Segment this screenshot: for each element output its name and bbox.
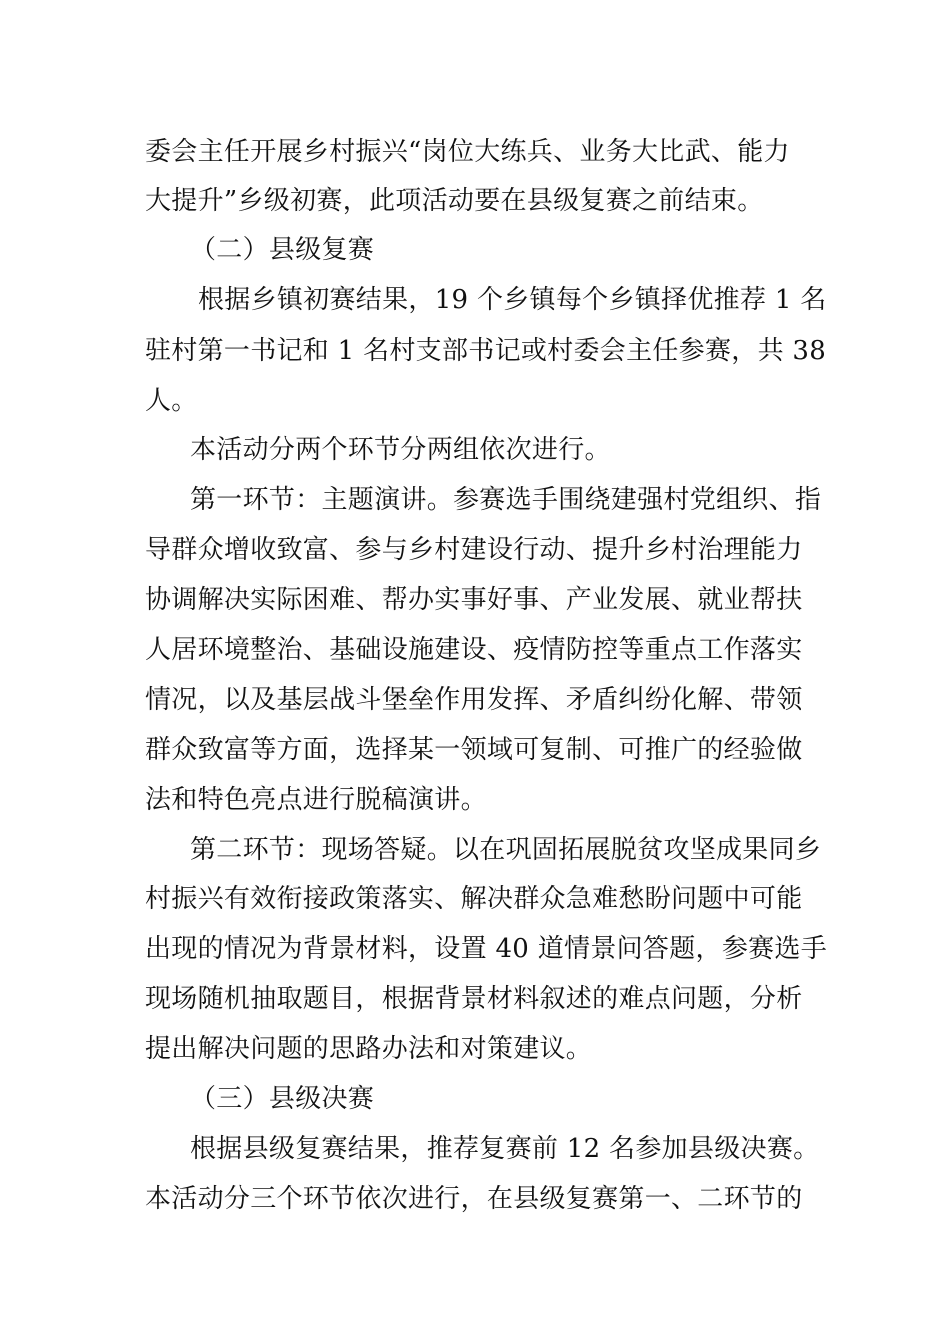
text-line: 委会主任开展乡村振兴“岗位大练兵、业务大比武、能力 [145, 137, 790, 167]
paragraph-start: 根据乡镇初赛结果，19 个乡镇每个乡镇择优推荐 1 名 [198, 285, 827, 315]
text-line: 提出解决问题的思路办法和对策建议。 [145, 1034, 593, 1064]
text-line: 驻村第一书记和 1 名村支部书记或村委会主任参赛，共 38 [145, 336, 827, 366]
text-line: 大提升”乡级初赛，此项活动要在县级复赛之前结束。 [145, 186, 764, 216]
section-heading: （三）县级决赛 [190, 1084, 375, 1114]
text-line: 现场随机抽取题目，根据背景材料叙述的难点问题，分析 [145, 984, 803, 1014]
text-line: 出现的情况为背景材料，设置 40 道情景问答题，参赛选手 [145, 934, 828, 964]
text-line: 导群众增收致富、参与乡村建设行动、提升乡村治理能力 [145, 535, 803, 565]
text-line: 村振兴有效衔接政策落实、解决群众急难愁盼问题中可能 [145, 884, 803, 914]
paragraph-start: 第二环节：现场答疑。以在巩固拓展脱贫攻坚成果同乡 [190, 835, 822, 865]
text-line: 人居环境整治、基础设施建设、疫情防控等重点工作落实 [145, 635, 803, 665]
text-line: 群众致富等方面，选择某一领域可复制、可推广的经验做 [145, 735, 803, 765]
section-heading: （二）县级复赛 [190, 235, 375, 265]
text-line: 本活动分三个环节依次进行，在县级复赛第一、二环节的 [145, 1184, 803, 1214]
text-line: 法和特色亮点进行脱稿演讲。 [145, 785, 487, 815]
paragraph-start: 本活动分两个环节分两组依次进行。 [190, 435, 611, 465]
text-line: 人。 [145, 386, 198, 416]
paragraph-start: 根据县级复赛结果，推荐复赛前 12 名参加县级决赛。 [190, 1134, 820, 1164]
text-line: 情况，以及基层战斗堡垒作用发挥、矛盾纠纷化解、带领 [145, 685, 803, 715]
paragraph-start: 第一环节：主题演讲。参赛选手围绕建强村党组织、指 [190, 485, 822, 515]
text-line: 协调解决实际困难、帮办实事好事、产业发展、就业帮扶 [145, 585, 803, 615]
